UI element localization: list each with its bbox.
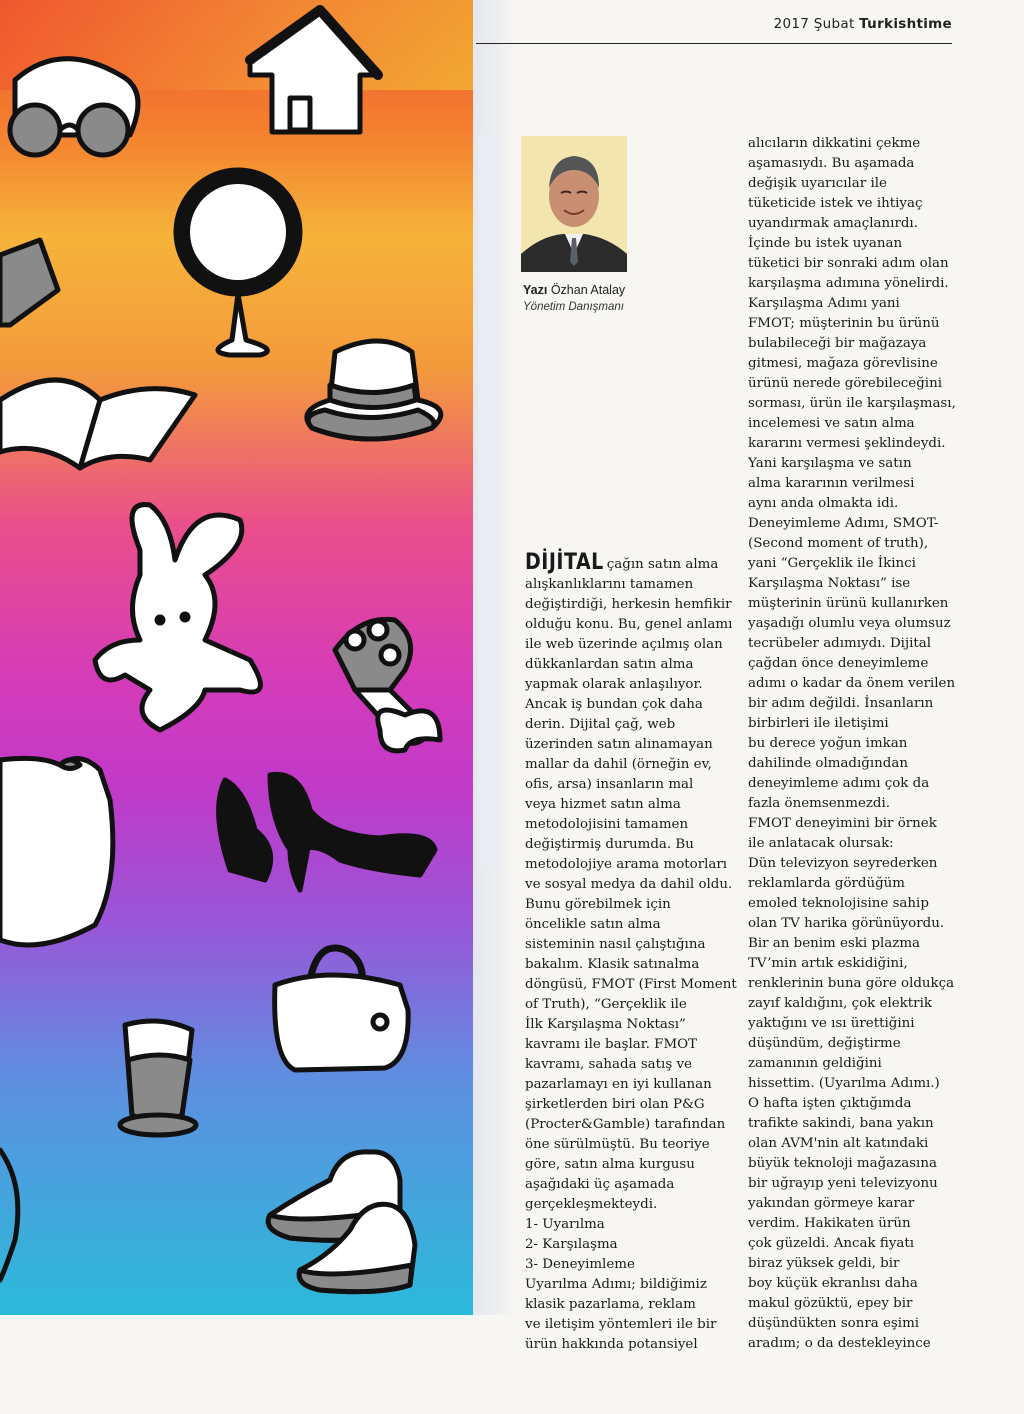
article-line: metodolojiye arama motorları bbox=[525, 857, 728, 872]
article-line: emoled teknolojisine sahip bbox=[748, 896, 929, 911]
article-line: Ancak iş bundan çok daha bbox=[525, 697, 703, 712]
article-line: Deneyimleme Adımı, SMOT- bbox=[748, 516, 939, 531]
article-line: hissettim. (Uyarılma Adımı.) bbox=[748, 1076, 940, 1091]
shirt-icon bbox=[0, 758, 113, 945]
article-line: çok güzeldi. Ancak fiyatı bbox=[748, 1236, 915, 1251]
article-line: Bir an benim eski plazma bbox=[748, 936, 921, 951]
article-line: kararını vermesi şeklindeydi. bbox=[748, 436, 946, 451]
article-line: aşamasıydı. Bu aşamada bbox=[748, 156, 915, 171]
article-line: mallar da dahil (örneğin ev, bbox=[525, 757, 712, 772]
article-line: yaktığını ve ısı ürettiğini bbox=[748, 1016, 915, 1031]
article-line: yani “Gerçeklik ile İkinci bbox=[748, 556, 916, 571]
article-line: DİJİTAL çağın satın alma bbox=[525, 549, 719, 575]
article-line: deneyimleme adımı çok da bbox=[748, 776, 930, 791]
article-line: 2- Karşılaşma bbox=[525, 1237, 618, 1252]
article-line: 3- Deneyimleme bbox=[525, 1257, 635, 1272]
high-heels-icon bbox=[219, 774, 435, 890]
article-line: yapmak olarak anlaşılıyor. bbox=[525, 677, 703, 692]
drop-cap-word: DİJİTAL bbox=[525, 549, 604, 575]
author-byline bbox=[523, 283, 625, 297]
glass-icon bbox=[120, 1021, 196, 1135]
article-line: pazarlamayı en iyi kullanan bbox=[525, 1077, 712, 1092]
article-line: İlk Karşılaşma Noktası” bbox=[525, 1017, 686, 1032]
handbag-icon bbox=[275, 948, 408, 1070]
article-line: verdim. Hakikaten ürün bbox=[748, 1216, 911, 1231]
article-line: klasik pazarlama, reklam bbox=[525, 1297, 696, 1312]
article-line: alıcıların dikkatini çekme bbox=[748, 136, 921, 151]
author-photo bbox=[521, 136, 627, 272]
article-line: bulabileceği bir mağazaya bbox=[748, 336, 927, 351]
article-line: fazla önemsenmezdi. bbox=[748, 796, 891, 811]
article-line: biraz yüksek geldi, bir bbox=[748, 1256, 900, 1271]
doodle-illustrations bbox=[0, 0, 473, 1315]
article-line: boy küçük ekranlısı daha bbox=[748, 1276, 918, 1291]
article-line: reklamlarda gördüğüm bbox=[748, 876, 906, 891]
article-line: değişik uyarıcılar ile bbox=[748, 176, 887, 191]
article-line: düşündüm, değiştirme bbox=[748, 1036, 901, 1051]
article-line: 1- Uyarılma bbox=[525, 1217, 605, 1232]
mirror-icon bbox=[176, 170, 300, 355]
article-line: şirketlerden biri olan P&G bbox=[525, 1097, 705, 1112]
article-line: Yani karşılaşma ve satın bbox=[748, 456, 912, 471]
article-line: zayıf kaldığını, çok elektrik bbox=[748, 996, 932, 1011]
article-line: gitmesi, mağaza görevlisine bbox=[748, 356, 938, 371]
article-line: alma kararının verilmesi bbox=[748, 476, 915, 491]
article-line: sorması, ürün ile karşılaşması, bbox=[748, 396, 956, 411]
article-line: döngüsü, FMOT (First Moment bbox=[525, 977, 737, 992]
article-line: dahilinde olmadığından bbox=[748, 756, 908, 771]
article-line: Karşılaşma Noktası” ise bbox=[748, 576, 911, 591]
article-column-1 bbox=[525, 549, 739, 1355]
sneakers-icon bbox=[268, 1152, 415, 1292]
goggles-icon bbox=[10, 59, 138, 155]
article-line: O hafta işten çıktığımda bbox=[748, 1096, 912, 1111]
article-line: kavramı, sahada satış ve bbox=[525, 1057, 692, 1072]
open-book-icon bbox=[0, 380, 195, 468]
article-line: çağdan önce deneyimleme bbox=[748, 656, 929, 671]
article-line: ürün hakkında potansiyel bbox=[525, 1337, 698, 1352]
article-line: tecrübeler adımıydı. Dijital bbox=[748, 636, 932, 651]
article-line: uyandırmak amaçlanırdı. bbox=[748, 216, 918, 231]
article-line: Dün televizyon seyrederken bbox=[748, 856, 938, 871]
article-line: üzerinden satın alınamayan bbox=[525, 737, 713, 752]
article-line: dükkanlardan satın alma bbox=[525, 657, 694, 672]
article-line: TV’min artık eskidiğini, bbox=[748, 956, 908, 971]
article-line: bir uğrayıp yeni televizyonu bbox=[748, 1176, 938, 1191]
article-line: büyük teknoloji mağazasına bbox=[748, 1156, 937, 1171]
article-line: zamanının geldiğini bbox=[748, 1056, 882, 1071]
article-line: ile web üzerinde açılmış olan bbox=[525, 637, 723, 652]
article-line: ve iletişim yöntemleri ile bir bbox=[525, 1317, 717, 1332]
article-line: yaşadığı olumlu veya olumsuz bbox=[748, 616, 951, 631]
article-line: Uyarılma Adımı; bildiğimiz bbox=[525, 1277, 707, 1292]
article-line: birbirleri ile iletişimi bbox=[748, 716, 889, 731]
article-line: (Procter&Gamble) tarafından bbox=[525, 1117, 726, 1132]
article-line: değiştirdiği, herkesin hemfikir bbox=[525, 597, 732, 612]
article-line: (Second moment of truth), bbox=[748, 536, 929, 551]
partial-figure-icon bbox=[0, 1150, 18, 1280]
article-line: renklerinin buna göre oldukça bbox=[748, 976, 955, 991]
article-line: Bunu görebilmek için bbox=[525, 897, 671, 912]
author-name: Özhan Atalay bbox=[550, 283, 626, 297]
article-line: bir adım değildi. İnsanların bbox=[748, 696, 934, 711]
article-line: gerçekleşmekteydi. bbox=[525, 1197, 658, 1212]
article-line: veya hizmet satın alma bbox=[525, 797, 681, 812]
article-line: ürünü nerede görebileceğini bbox=[748, 376, 942, 391]
article-line: Karşılaşma Adımı yani bbox=[748, 296, 900, 311]
page-header bbox=[774, 16, 952, 32]
article-line: kavramı ile başlar. FMOT bbox=[525, 1037, 698, 1052]
article-line: FMOT; müşterinin bu ürünü bbox=[748, 316, 940, 331]
article-line: bu derece yoğun imkan bbox=[748, 736, 908, 751]
hat-icon bbox=[307, 341, 441, 439]
article-line: yakından görmeye karar bbox=[748, 1196, 915, 1211]
article-line: düşündükten sonra eşimi bbox=[748, 1316, 920, 1331]
article-line: karşılaşma adımına yönelirdi. bbox=[748, 276, 949, 291]
house-icon bbox=[250, 10, 378, 132]
byline-label: Yazı bbox=[523, 283, 548, 297]
article-line: göre, satın alma kurgusu bbox=[525, 1157, 695, 1172]
article-line: olan TV harika görünüyordu. bbox=[748, 916, 945, 931]
article-line: müşterinin ürünü kullanırken bbox=[748, 596, 949, 611]
article-line: FMOT deneyimini bir örnek bbox=[748, 816, 937, 831]
flower-bouquet-icon bbox=[335, 619, 440, 750]
article-line: İçinde bu istek uyanan bbox=[748, 236, 903, 251]
article-line: aşağıdaki üç aşamada bbox=[525, 1177, 675, 1192]
article-line: alışkanlıklarını tamamen bbox=[525, 577, 694, 592]
article-line: ofis, arsa) insanların mal bbox=[525, 777, 694, 792]
article-line: ve sosyal medya da dahil oldu. bbox=[525, 877, 733, 892]
article-line: öncelikle satın alma bbox=[525, 917, 661, 932]
article-line: aynı anda olmakta idi. bbox=[748, 496, 899, 511]
article-line: derin. Dijital çağ, web bbox=[525, 717, 676, 732]
article-column-2 bbox=[748, 134, 962, 1354]
header-year: 2017 bbox=[773, 16, 810, 32]
article-line: metodolojisini tamamen bbox=[525, 817, 689, 832]
illustration-panel bbox=[0, 0, 473, 1315]
article-line: sisteminin nasıl çalıştığına bbox=[525, 937, 706, 952]
article-line: of Truth), “Gerçeklik ile bbox=[525, 997, 687, 1012]
article-line: değiştirmiş durumda. Bu bbox=[525, 837, 694, 852]
article-line: tüketici bir sonraki adım olan bbox=[748, 256, 949, 271]
article-line: adımı o kadar da önem verilen bbox=[748, 676, 956, 691]
article-line: makul gözüktü, epey bir bbox=[748, 1296, 913, 1311]
article-line: olan AVM'nin alt katındaki bbox=[748, 1136, 929, 1151]
article-line: ile anlatacak olursak: bbox=[748, 836, 894, 851]
rabbit-icon bbox=[95, 505, 260, 730]
header-rule bbox=[476, 43, 952, 44]
header-month: Şubat bbox=[813, 16, 855, 32]
article-line: öne sürülmüştü. Bu teoriye bbox=[525, 1137, 710, 1152]
article-line: tüketicide istek ve ihtiyaç bbox=[748, 196, 923, 211]
article-line: olduğu konu. Bu, genel anlamı bbox=[525, 617, 733, 632]
author-role: Yönetim Danışmanı bbox=[523, 301, 624, 313]
article-line: bakalım. Klasik satınalma bbox=[525, 957, 700, 972]
book-icon bbox=[0, 240, 58, 325]
article-line: aradım; o da destekleyince bbox=[748, 1336, 931, 1351]
header-magazine-name: Turkishtime bbox=[859, 16, 952, 32]
article-line: trafikte sakindi, bana yakın bbox=[748, 1116, 934, 1131]
article-line: incelemesi ve satın alma bbox=[748, 416, 915, 431]
bleed-through-strip bbox=[478, 135, 500, 870]
